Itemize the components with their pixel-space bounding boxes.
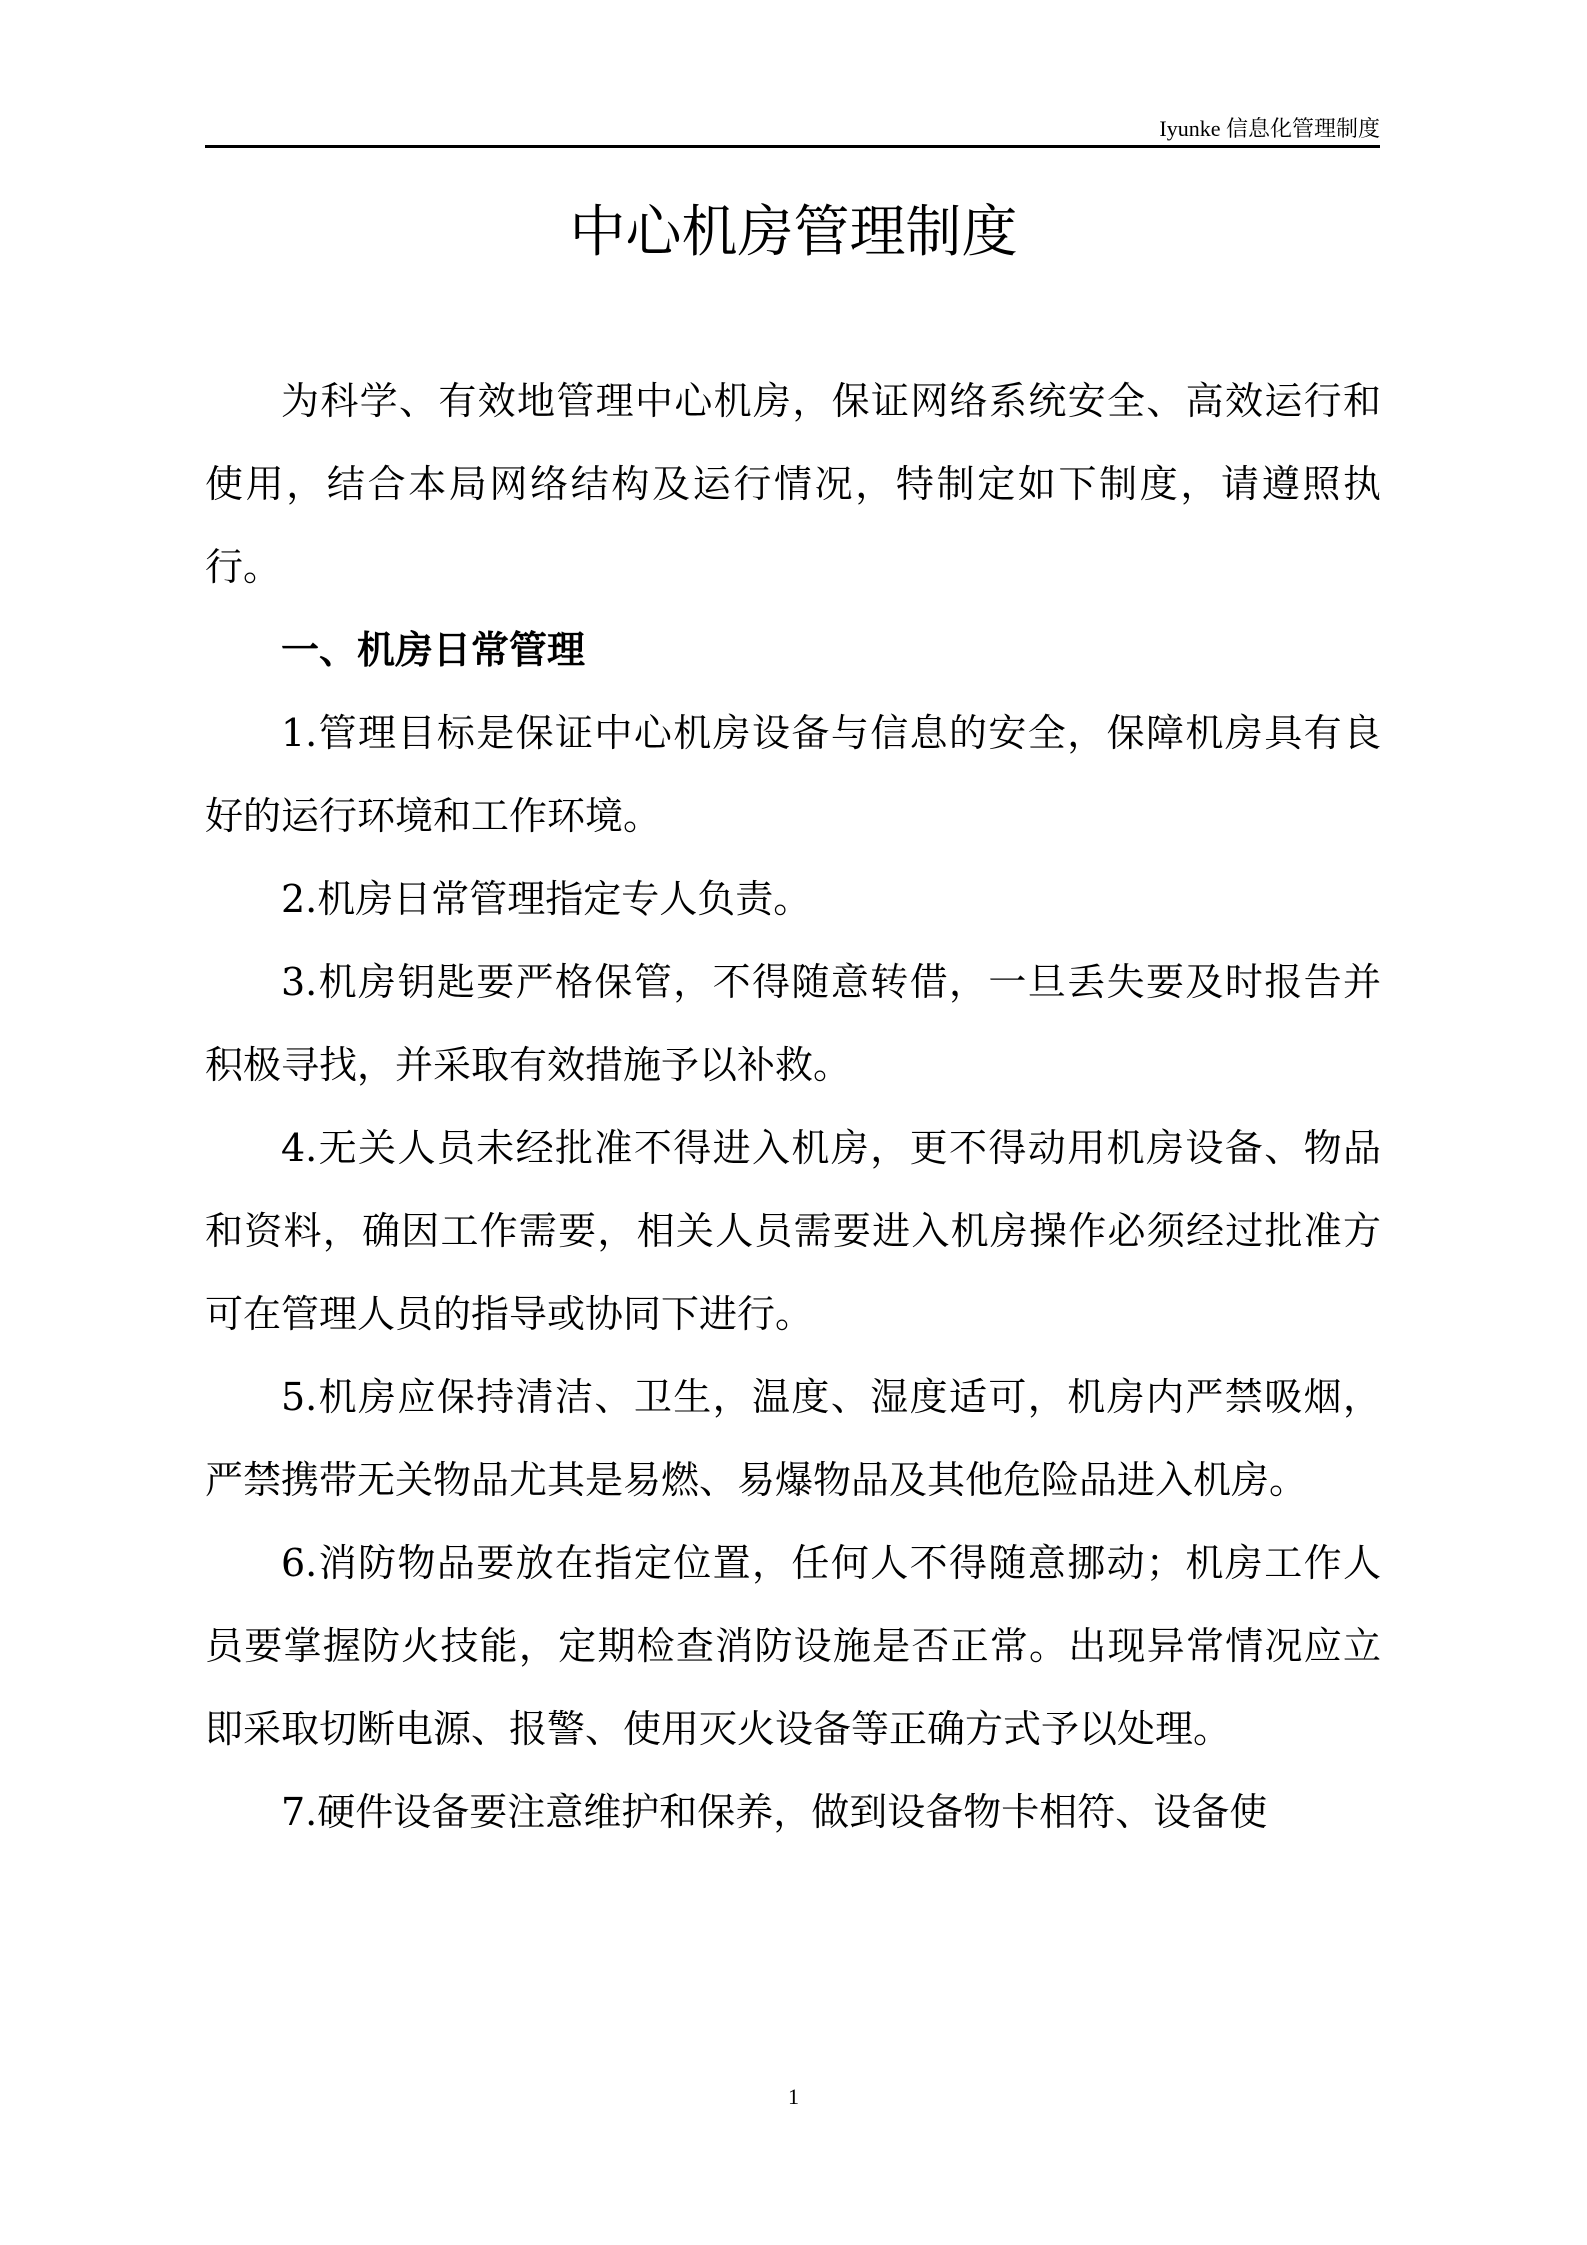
list-item: 5.机房应保持清洁、卫生，温度、湿度适可，机房内严禁吸烟，严禁携带无关物品尤其是易燃、易爆物品及其他危险品进入机房。	[205, 1375, 1381, 1502]
section-heading: 一、机房日常管理	[281, 628, 586, 672]
list-item: 4.无关人员未经批准不得进入机房，更不得动用机房设备、物品和资料，确因工作需要，相关人员需要进入机房操作必须经过批准方可在管理人员的指导或协同下进行。	[205, 1126, 1381, 1336]
header-rule	[205, 145, 1380, 148]
document-body	[205, 360, 1381, 1854]
list-item: 7.硬件设备要注意维护和保养，做到设备物卡相符、设备使	[281, 1790, 1268, 1834]
intro-paragraph: 为科学、有效地管理中心机房，保证网络系统安全、高效运行和使用，结合本局网络结构及运行情况，特制定如下制度，请遵照执行。	[205, 379, 1381, 589]
list-item: 3.机房钥匙要严格保管，不得随意转借，一旦丢失要及时报告并积极寻找，并采取有效措施予以补救。	[205, 960, 1381, 1087]
running-header: Iyunke 信息化管理制度	[1159, 116, 1380, 141]
document-title: 中心机房管理制度	[569, 200, 1018, 265]
list-item: 1.管理目标是保证中心机房设备与信息的安全，保障机房具有良好的运行环境和工作环境。	[205, 711, 1381, 838]
list-item: 6.消防物品要放在指定位置，任何人不得随意挪动；机房工作人员要掌握防火技能，定期检查消防设施是否正常。出现异常情况应立即采取切断电源、报警、使用灭火设备等正确方式予以处理。	[205, 1541, 1381, 1751]
list-item: 2.机房日常管理指定专人负责。	[281, 877, 812, 921]
page-number: 1	[788, 2084, 799, 2109]
